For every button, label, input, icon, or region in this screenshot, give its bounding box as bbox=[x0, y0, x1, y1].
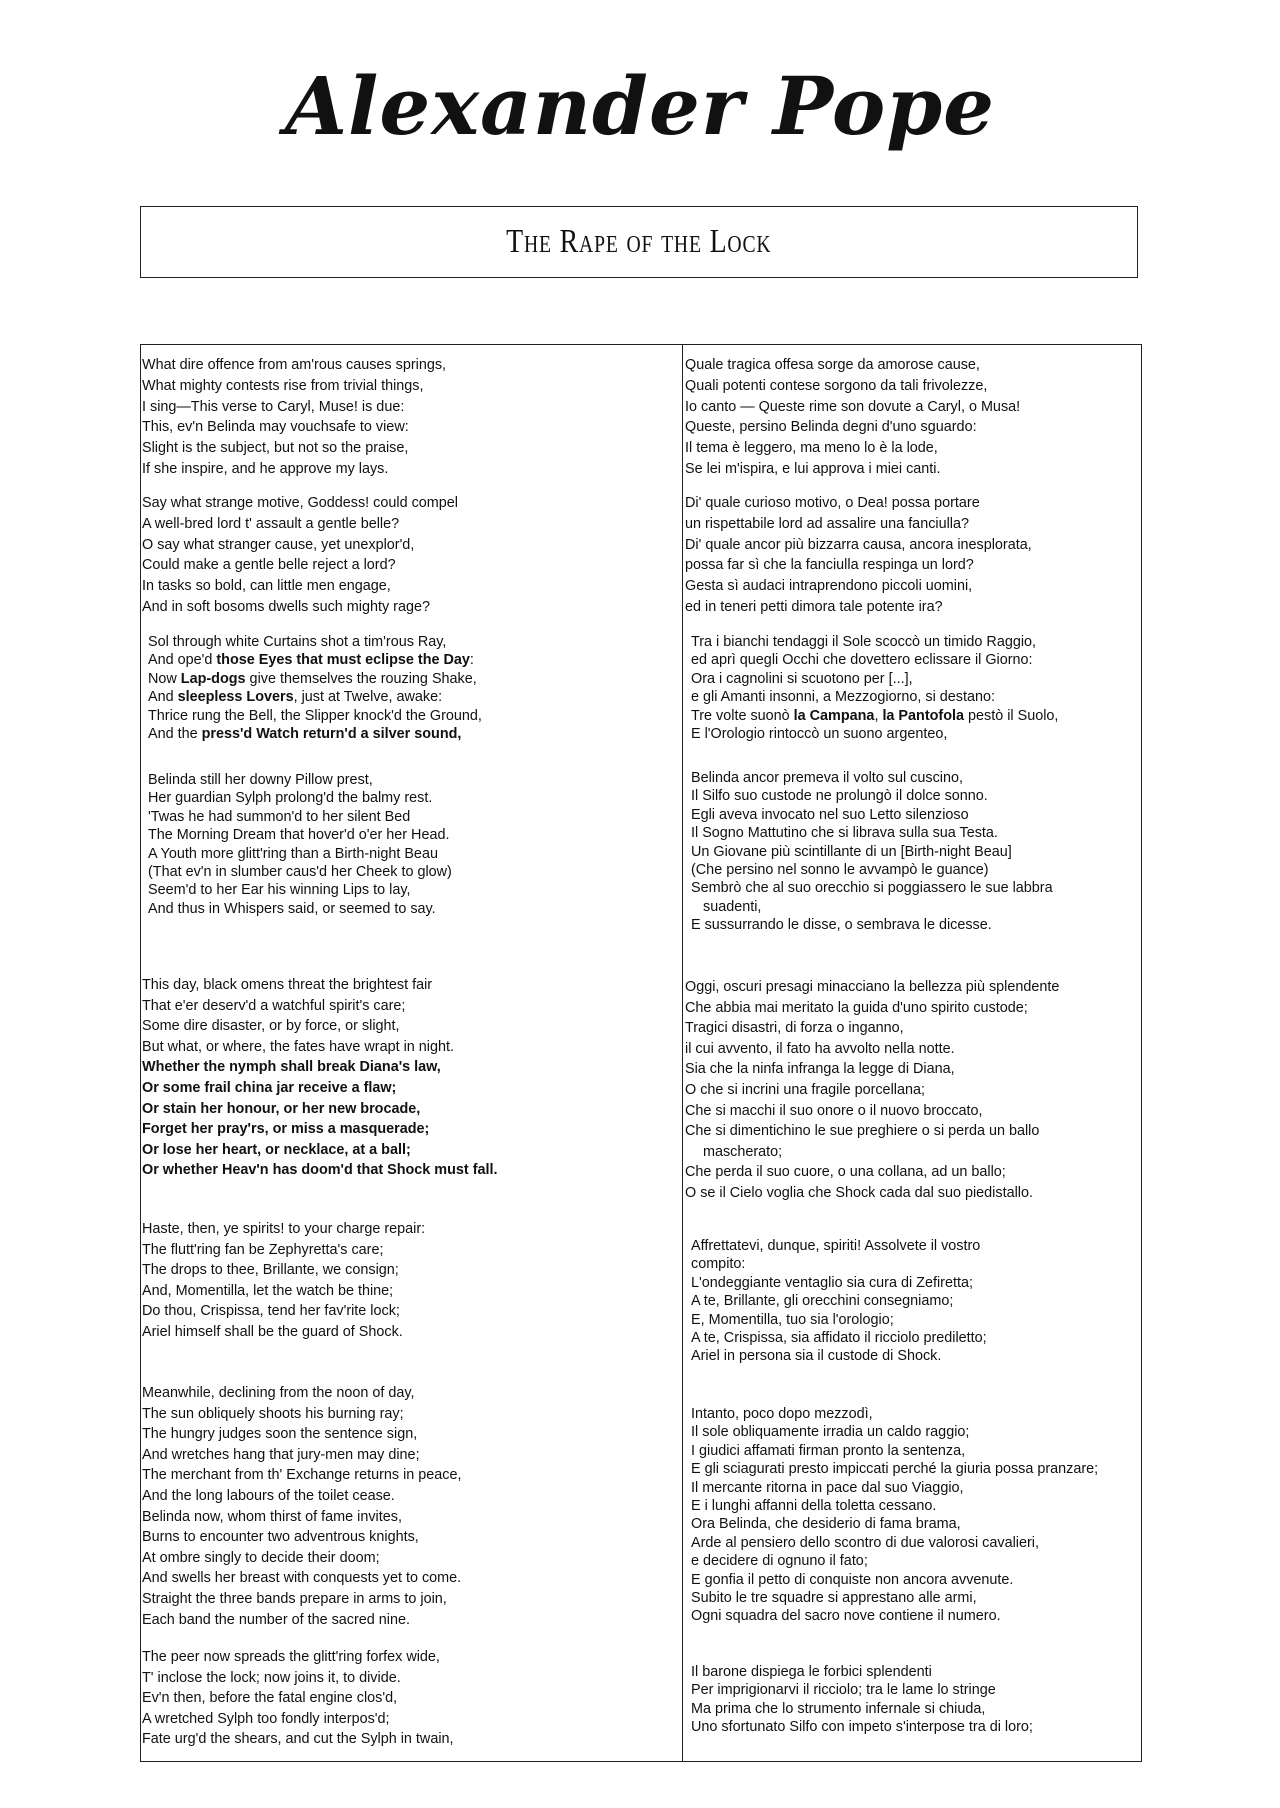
english-stanza bbox=[142, 1383, 678, 1630]
italian-line: Sia che la ninfa infranga la legge di Diana, bbox=[685, 1061, 955, 1078]
italian-line: Ogni squadra del sacro nove contiene il numero. bbox=[691, 1608, 1001, 1625]
english-line: That e'er deserv'd a watchful spirit's care; bbox=[142, 997, 406, 1014]
english-line: And wretches hang that jury-men may dine; bbox=[142, 1446, 420, 1463]
english-stanza bbox=[142, 633, 678, 743]
italian-line: Subito le tre squadre si apprestano alle armi, bbox=[691, 1590, 977, 1607]
english-line: What mighty contests rise from trivial things, bbox=[142, 377, 424, 394]
english-line: And sleepless Lovers, just at Twelve, awake: bbox=[148, 689, 443, 706]
italian-line: Io canto — Queste rime son dovute a Caryl, o Musa! bbox=[685, 398, 1021, 415]
english-line: Whether the nymph shall break Diana's law, bbox=[142, 1059, 441, 1076]
english-line: And ope'd those Eyes that must eclipse the Day: bbox=[148, 652, 474, 669]
italian-line: ed in teneri petti dimora tale potente ira? bbox=[685, 598, 943, 615]
english-line: O say what stranger cause, yet unexplor'd, bbox=[142, 536, 415, 553]
italian-line: O se il Cielo voglia che Shock cada dal suo piedistallo. bbox=[685, 1184, 1033, 1201]
english-line: The drops to thee, Brillante, we consign; bbox=[142, 1262, 399, 1279]
italian-line: il cui avvento, il fato ha avvolto nella notte. bbox=[685, 1040, 955, 1057]
english-line: The flutt'ring fan be Zephyretta's care; bbox=[142, 1241, 384, 1258]
italian-stanza bbox=[685, 769, 1141, 935]
english-line: A wretched Sylph too fondly interpos'd; bbox=[142, 1710, 390, 1727]
english-line: This day, black omens threat the brightest fair bbox=[142, 977, 433, 993]
italian-stanza bbox=[685, 1405, 1141, 1626]
english-line: And swells her breast with conquests yet to come. bbox=[142, 1570, 462, 1587]
italian-line: Tra i bianchi tendaggi il Sole scoccò un timido Raggio, bbox=[691, 634, 1037, 650]
english-line: (That ev'n in slumber caus'd her Cheek to glow) bbox=[148, 864, 452, 881]
english-line: And the long labours of the toilet cease. bbox=[142, 1487, 395, 1504]
italian-line: Il barone dispiega le forbici splendenti bbox=[691, 1664, 932, 1680]
italian-line: E sussurrando le disse, o sembrava le dicesse. bbox=[691, 917, 992, 934]
title-box bbox=[140, 206, 1138, 278]
italian-line: A te, Brillante, gli orecchini consegniamo; bbox=[691, 1293, 954, 1310]
english-line: I sing—This verse to Caryl, Muse! is due: bbox=[142, 398, 405, 415]
italian-stanza bbox=[685, 977, 1141, 1204]
italian-line: Il Sogno Mattutino che si librava sulla sua Testa. bbox=[691, 825, 998, 842]
english-line: T' inclose the lock; now joins it, to divide. bbox=[142, 1669, 401, 1686]
english-line: Some dire disaster, or by force, or slight, bbox=[142, 1018, 400, 1035]
author-heading: Alexander Pope bbox=[284, 59, 996, 153]
english-line: Sol through white Curtains shot a tim'rous Ray, bbox=[148, 634, 447, 650]
italian-line: Il sole obliquamente irradia un caldo raggio; bbox=[691, 1424, 970, 1441]
italian-line: E gonfia il petto di conquiste non ancora avvenute. bbox=[691, 1571, 1014, 1588]
italian-line: Che abbia mai meritato la guida d'uno spirito custode; bbox=[685, 999, 1028, 1016]
english-line: Her guardian Sylph prolong'd the balmy rest. bbox=[148, 790, 433, 807]
italian-line: Il Silfo suo custode ne prolungò il dolce sonno. bbox=[691, 788, 988, 805]
english-line: If she inspire, and he approve my lays. bbox=[142, 460, 389, 477]
english-line: The Morning Dream that hover'd o'er her Head. bbox=[148, 827, 450, 844]
italian-line: Che perda il suo cuore, o una collana, ad un ballo; bbox=[685, 1164, 1006, 1181]
italian-line: Uno sfortunato Silfo con impeto s'interpose tra di loro; bbox=[691, 1719, 1033, 1736]
italian-line: Oggi, oscuri presagi minacciano la bellezza più splendente bbox=[685, 979, 1060, 995]
english-line: Seem'd to her Ear his winning Lips to lay, bbox=[148, 882, 411, 899]
italian-line: mascherato; bbox=[703, 1143, 783, 1160]
italian-stanza bbox=[685, 355, 1141, 480]
italian-line: Un Giovane più scintillante di un [Birth-night Beau] bbox=[691, 843, 1012, 860]
italian-stanza bbox=[685, 633, 1141, 743]
italian-line: Quali potenti contese sorgono da tali frivolezze, bbox=[685, 377, 988, 394]
italian-line: Il tema è leggero, ma meno lo è la lode, bbox=[685, 440, 938, 457]
english-line: Say what strange motive, Goddess! could compel bbox=[142, 495, 458, 511]
italian-line: Ma prima che lo strumento infernale si chiuda, bbox=[691, 1700, 986, 1717]
italian-line: Ariel in persona sia il custode di Shock. bbox=[691, 1348, 942, 1365]
english-line: 'Twas he had summon'd to her silent Bed bbox=[148, 808, 411, 825]
english-line: Slight is the subject, but not so the praise, bbox=[142, 440, 409, 457]
italian-line: e gli Amanti insonni, a Mezzogiorno, si destano: bbox=[691, 689, 995, 706]
english-line: Could make a gentle belle reject a lord? bbox=[142, 557, 396, 574]
italian-line: L'ondeggiante ventaglio sia cura di Zefiretta; bbox=[691, 1274, 973, 1291]
english-line: Forget her pray'rs, or miss a masquerade; bbox=[142, 1121, 430, 1138]
italian-line: suadenti, bbox=[703, 898, 762, 915]
english-line: And the press'd Watch return'd a silver sound, bbox=[148, 726, 462, 743]
italian-line: Egli aveva invocato nel suo Letto silenzioso bbox=[691, 806, 969, 823]
italian-line: E l'Orologio rintoccò un suono argenteo, bbox=[691, 726, 948, 743]
italian-line: Ora i cagnolini si scuotono per [...], bbox=[691, 670, 913, 687]
english-line: The hungry judges soon the sentence sign, bbox=[142, 1426, 418, 1443]
english-stanza bbox=[142, 1647, 678, 1750]
italian-line: Affrettatevi, dunque, spiriti! Assolvete il vostro bbox=[691, 1238, 981, 1254]
italian-line: (Che persino nel sonno le avvampò le guance) bbox=[691, 862, 989, 879]
english-line: The sun obliquely shoots his burning ray; bbox=[142, 1405, 404, 1422]
english-line: And in soft bosoms dwells such mighty rage? bbox=[142, 598, 430, 615]
italian-line: possa far sì che la fanciulla respinga un lord? bbox=[685, 557, 974, 574]
italian-stanza bbox=[685, 1663, 1141, 1737]
english-line: The merchant from th' Exchange returns in peace, bbox=[142, 1467, 462, 1484]
english-line: Meanwhile, declining from the noon of day, bbox=[142, 1385, 415, 1401]
english-line: Haste, then, ye spirits! to your charge repair: bbox=[142, 1221, 426, 1237]
english-line: What dire offence from am'rous causes springs, bbox=[142, 357, 447, 373]
italian-line: Quale tragica offesa sorge da amorose cause, bbox=[685, 357, 980, 373]
italian-line: compito: bbox=[691, 1256, 746, 1273]
english-line: Fate urg'd the shears, and cut the Sylph in twain, bbox=[142, 1731, 454, 1748]
english-line: Ariel himself shall be the guard of Shock. bbox=[142, 1323, 403, 1340]
english-line: At ombre singly to decide their doom; bbox=[142, 1549, 380, 1566]
italian-stanza bbox=[685, 493, 1141, 618]
italian-line: E, Momentilla, tuo sia l'orologio; bbox=[691, 1311, 894, 1328]
italian-line: E gli sciagurati presto impiccati perché la giuria possa pranzare; bbox=[691, 1461, 1099, 1478]
column-divider bbox=[682, 345, 683, 1761]
english-line: Or lose her heart, or necklace, at a ball; bbox=[142, 1141, 411, 1158]
italian-stanza bbox=[685, 1237, 1141, 1366]
italian-line: e decidere di ognuno il fato; bbox=[691, 1553, 868, 1570]
english-line: A well-bred lord t' assault a gentle belle? bbox=[142, 515, 400, 532]
italian-line: Gesta sì audaci intraprendono piccoli uomini, bbox=[685, 578, 973, 595]
english-line: And, Momentilla, let the watch be thine; bbox=[142, 1282, 394, 1299]
english-line: Belinda now, whom thirst of fame invites, bbox=[142, 1508, 402, 1525]
italian-line: I giudici affamati firman pronto la sentenza, bbox=[691, 1442, 966, 1459]
italian-line: Per imprigionarvi il ricciolo; tra le lame lo stringe bbox=[691, 1682, 996, 1699]
italian-line: Queste, persino Belinda degni d'uno sguardo: bbox=[685, 419, 977, 436]
english-line: Do thou, Crispissa, tend her fav'rite lock; bbox=[142, 1303, 400, 1320]
english-line: Belinda still her downy Pillow prest, bbox=[148, 772, 373, 788]
poem-table bbox=[140, 344, 1142, 1762]
english-line: In tasks so bold, can little men engage, bbox=[142, 578, 391, 595]
english-line: Or stain her honour, or her new brocade, bbox=[142, 1100, 421, 1117]
italian-line: Di' quale curioso motivo, o Dea! possa portare bbox=[685, 495, 980, 511]
italian-line: Il mercante ritorna in pace dal suo Viaggio, bbox=[691, 1479, 964, 1496]
english-stanza bbox=[142, 493, 678, 618]
english-line: Or some frail china jar receive a flaw; bbox=[142, 1079, 397, 1096]
english-stanza bbox=[142, 355, 678, 480]
italian-line: Intanto, poco dopo mezzodì, bbox=[691, 1406, 873, 1422]
italian-line: un rispettabile lord ad assalire una fanciulla? bbox=[685, 515, 969, 532]
italian-line: Se lei m'ispira, e lui approva i miei canti. bbox=[685, 460, 941, 477]
poem-title: The Rape of the Lock bbox=[506, 223, 772, 260]
italian-line: Di' quale ancor più bizzarra causa, ancora inesplorata, bbox=[685, 536, 1032, 553]
english-line: A Youth more glitt'ring than a Birth-night Beau bbox=[148, 845, 438, 862]
english-line: This, ev'n Belinda may vouchsafe to view: bbox=[142, 419, 409, 436]
italian-line: O che si incrini una fragile porcellana; bbox=[685, 1081, 925, 1098]
italian-line: Tre volte suonò la Campana, la Pantofola pestò il Suolo, bbox=[691, 707, 1059, 724]
english-stanza bbox=[142, 975, 678, 1181]
english-line: The peer now spreads the glitt'ring forfex wide, bbox=[142, 1649, 440, 1665]
italian-line: Arde al pensiero dello scontro di due valorosi cavalieri, bbox=[691, 1534, 1039, 1551]
italian-line: Ora Belinda, che desiderio di fama brama, bbox=[691, 1516, 961, 1533]
italian-line: Che si dimentichino le sue preghiere o si perda un ballo bbox=[685, 1123, 1040, 1140]
italian-line: ed aprì quegli Occhi che dovettero eclissare il Giorno: bbox=[691, 652, 1033, 669]
italian-line: A te, Crispissa, sia affidato il ricciolo prediletto; bbox=[691, 1330, 987, 1347]
english-line: Each band the number of the sacred nine. bbox=[142, 1611, 411, 1628]
english-line: Straight the three bands prepare in arms to join, bbox=[142, 1590, 447, 1607]
english-line: Burns to encounter two adventrous knights, bbox=[142, 1529, 419, 1546]
english-line: Or whether Heav'n has doom'd that Shock must fall. bbox=[142, 1162, 498, 1179]
italian-line: Sembrò che al suo orecchio si poggiassero le sue labbra bbox=[691, 880, 1053, 897]
english-line: And thus in Whispers said, or seemed to say. bbox=[148, 900, 436, 917]
english-line: Ev'n then, before the fatal engine clos'd, bbox=[142, 1690, 398, 1707]
italian-line: E i lunghi affanni della toletta cessano. bbox=[691, 1498, 937, 1515]
english-line: But what, or where, the fates have wrapt in night. bbox=[142, 1038, 454, 1055]
english-line: Thrice rung the Bell, the Slipper knock'd the Ground, bbox=[148, 707, 482, 724]
italian-line: Che si macchi il suo onore o il nuovo broccato, bbox=[685, 1102, 983, 1119]
english-stanza bbox=[142, 1219, 678, 1343]
english-line: Now Lap-dogs give themselves the rouzing Shake, bbox=[148, 670, 477, 687]
italian-line: Belinda ancor premeva il volto sul cuscino, bbox=[691, 770, 963, 786]
italian-line: Tragici disastri, di forza o inganno, bbox=[685, 1020, 904, 1037]
english-stanza bbox=[142, 771, 678, 918]
